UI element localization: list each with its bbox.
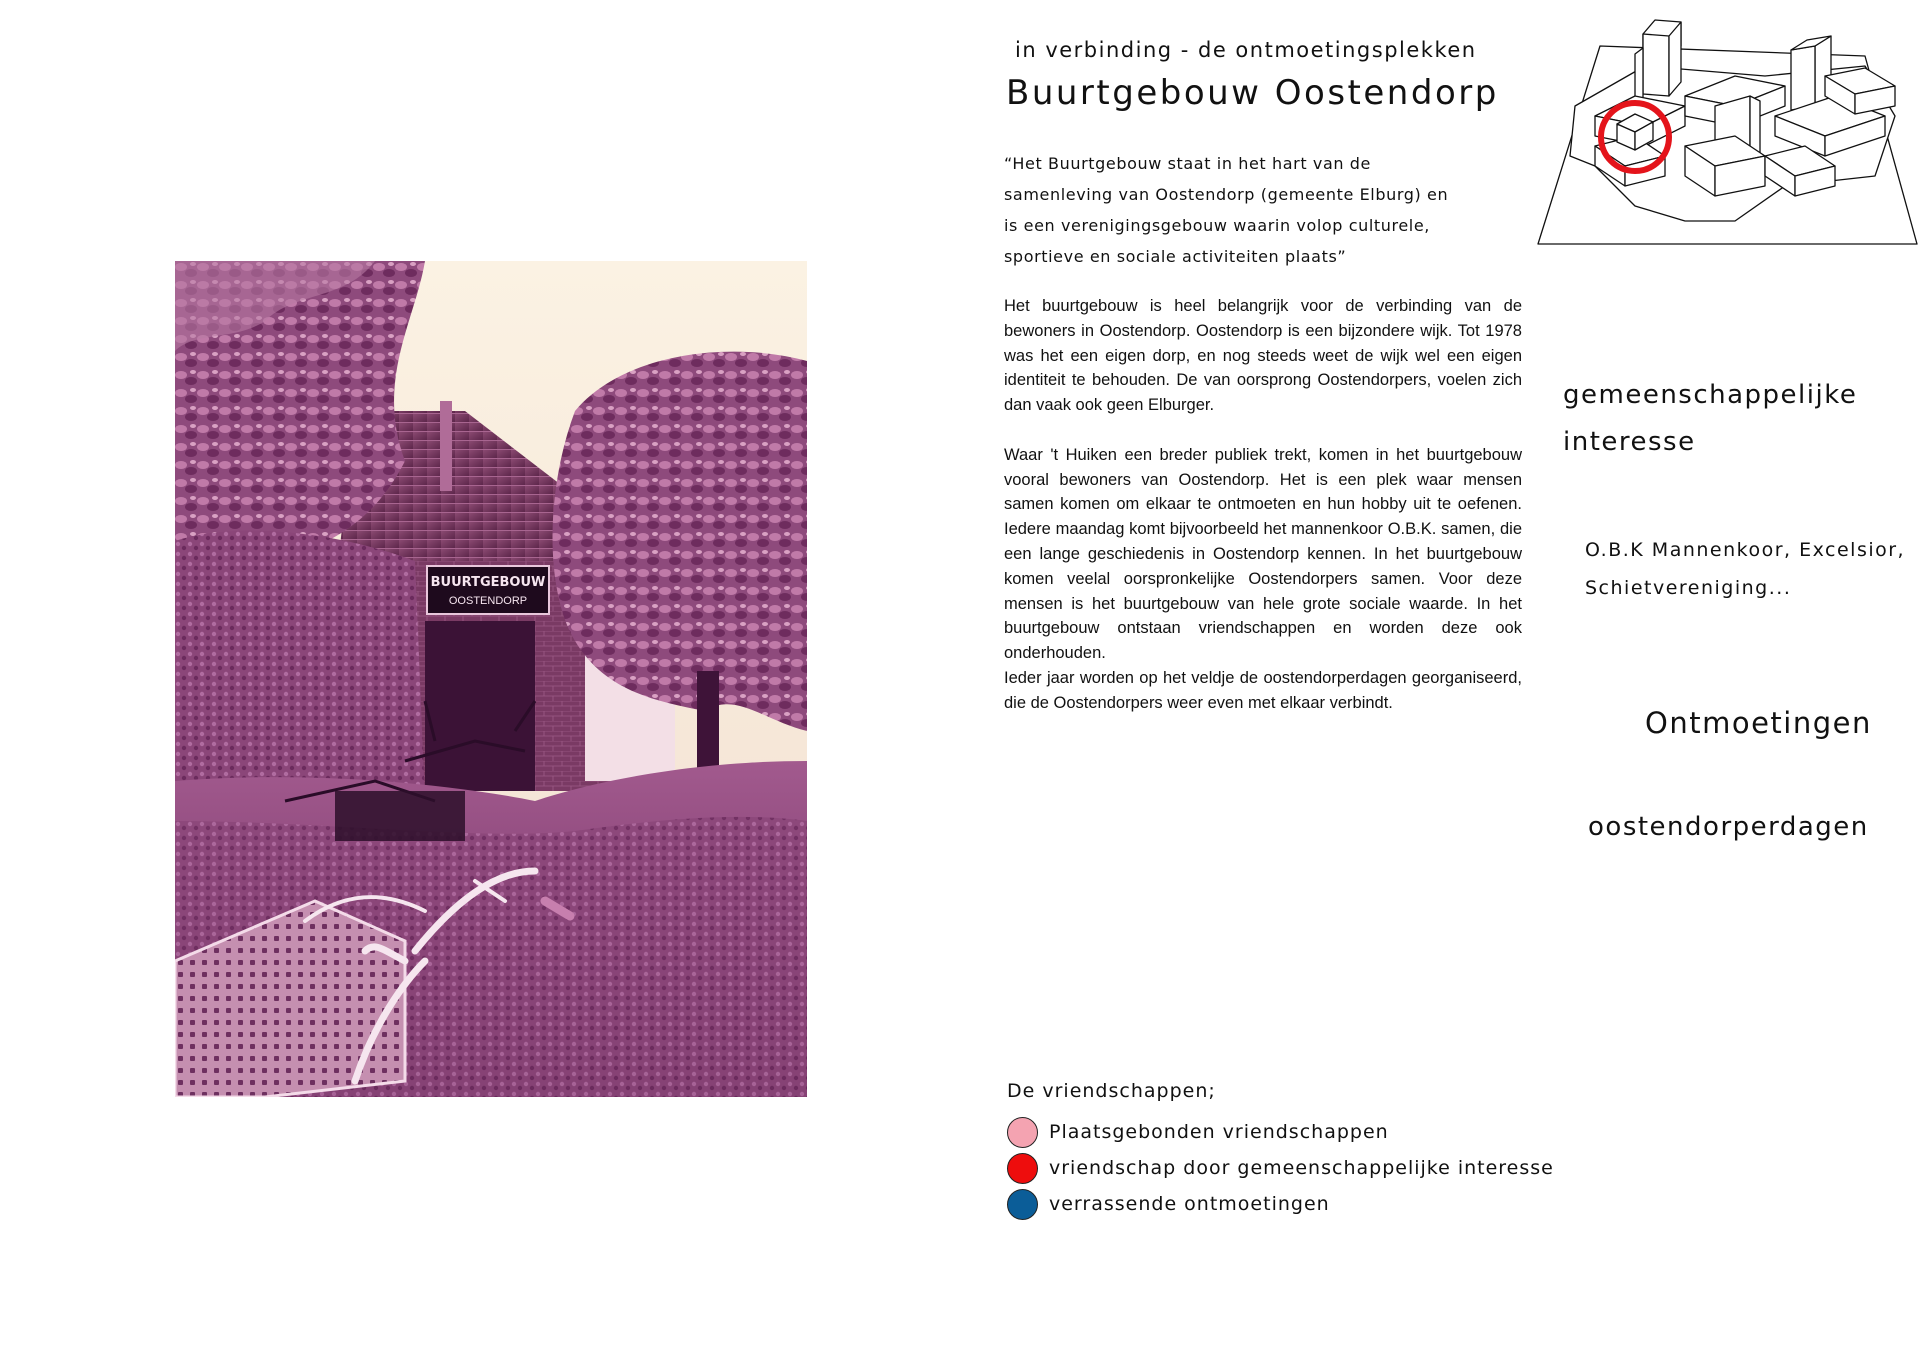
quote-line: “Het Buurtgebouw staat in het hart van de: [1004, 154, 1371, 173]
quote-line: sportieve en sociale activiteiten plaats”: [1004, 247, 1347, 266]
label-interest-line: interesse: [1563, 427, 1696, 457]
legend-item: [1007, 1114, 1554, 1150]
legend-label: Plaatsgebonden vriendschappen: [1049, 1121, 1389, 1143]
body-paragraph: Waar 't Huiken een breder publiek trekt, komen in het buurtgebouw vooral bewoners van Oostendorp. Het is een plek waar mensen samen komen om elkaar te ontmoeten en hun hobby uit te oefenen. Iedere maandag komt bijvoorbeeld het mannenkoor O.B.K. samen, die een lange geschiedenis in Oostendorp kennen. In het buurtgebouw komen veelal oorspronkelijke Oostendorpers samen. Voor deze mensen is het buurtgebouw van hele grote sociale waarde. In het buurtgebouw ontstaan vriendschappen en worden deze ook onderhouden.: [1004, 445, 1522, 663]
legend-dot-red: [1007, 1153, 1038, 1184]
legend-label: vriendschap door gemeenschappelijke interesse: [1049, 1157, 1554, 1179]
sign-text-1: BUURTGEBOUW: [430, 575, 546, 590]
photo-illustration: [175, 261, 807, 1097]
legend-label: verrassende ontmoetingen: [1049, 1193, 1330, 1215]
body-text: [1004, 294, 1522, 716]
sign-text-2: OOSTENDORP: [448, 595, 528, 607]
label-clubs-line: O.B.K Mannenkoor, Excelsior,: [1585, 539, 1906, 561]
isometric-map-sketch: [1535, 6, 1920, 258]
legend-dot-blue: [1007, 1189, 1038, 1220]
building-photo: [175, 261, 807, 1097]
quote-line: is een verenigingsgebouw waarin volop culturele,: [1004, 216, 1430, 235]
quote-line: samenleving van Oostendorp (gemeente Elburg) en: [1004, 185, 1449, 204]
label-clubs: [1585, 531, 1905, 607]
body-paragraph: Ieder jaar worden op het veldje de oostendorperdagen georganiseerd, die de Oostendorpers weer even met elkaar verbindt.: [1004, 668, 1522, 712]
page-title: Buurtgebouw Oostendorp: [1006, 73, 1499, 113]
body-paragraph: Het buurtgebouw is heel belangrijk voor de verbinding van de bewoners in Oostendorp. Oostendorp is een bijzondere wijk. Tot 1978 was het een eigen dorp, en nog steeds weet de wijk wel een eigen identiteit te behouden. De van oorsprong Oostendorpers, voelen zich dan vaak ook geen Elburger.: [1004, 297, 1522, 415]
page-subtitle: in verbinding - de ontmoetingsplekken: [1015, 38, 1477, 62]
legend-item: [1007, 1186, 1554, 1222]
map-drawing: [1535, 6, 1920, 258]
legend-item: [1007, 1150, 1554, 1186]
quote-block: [1004, 148, 1524, 272]
label-interest: [1563, 372, 1857, 466]
legend-title: De vriendschappen;: [1007, 1080, 1216, 1102]
legend: [1007, 1074, 1554, 1222]
label-oostendorperdagen: oostendorperdagen: [1588, 812, 1869, 842]
legend-dot-pink: [1007, 1117, 1038, 1148]
label-clubs-line: Schietvereniging...: [1585, 577, 1792, 599]
label-interest-line: gemeenschappelijke: [1563, 380, 1858, 410]
label-ontmoetingen: Ontmoetingen: [1645, 706, 1872, 740]
